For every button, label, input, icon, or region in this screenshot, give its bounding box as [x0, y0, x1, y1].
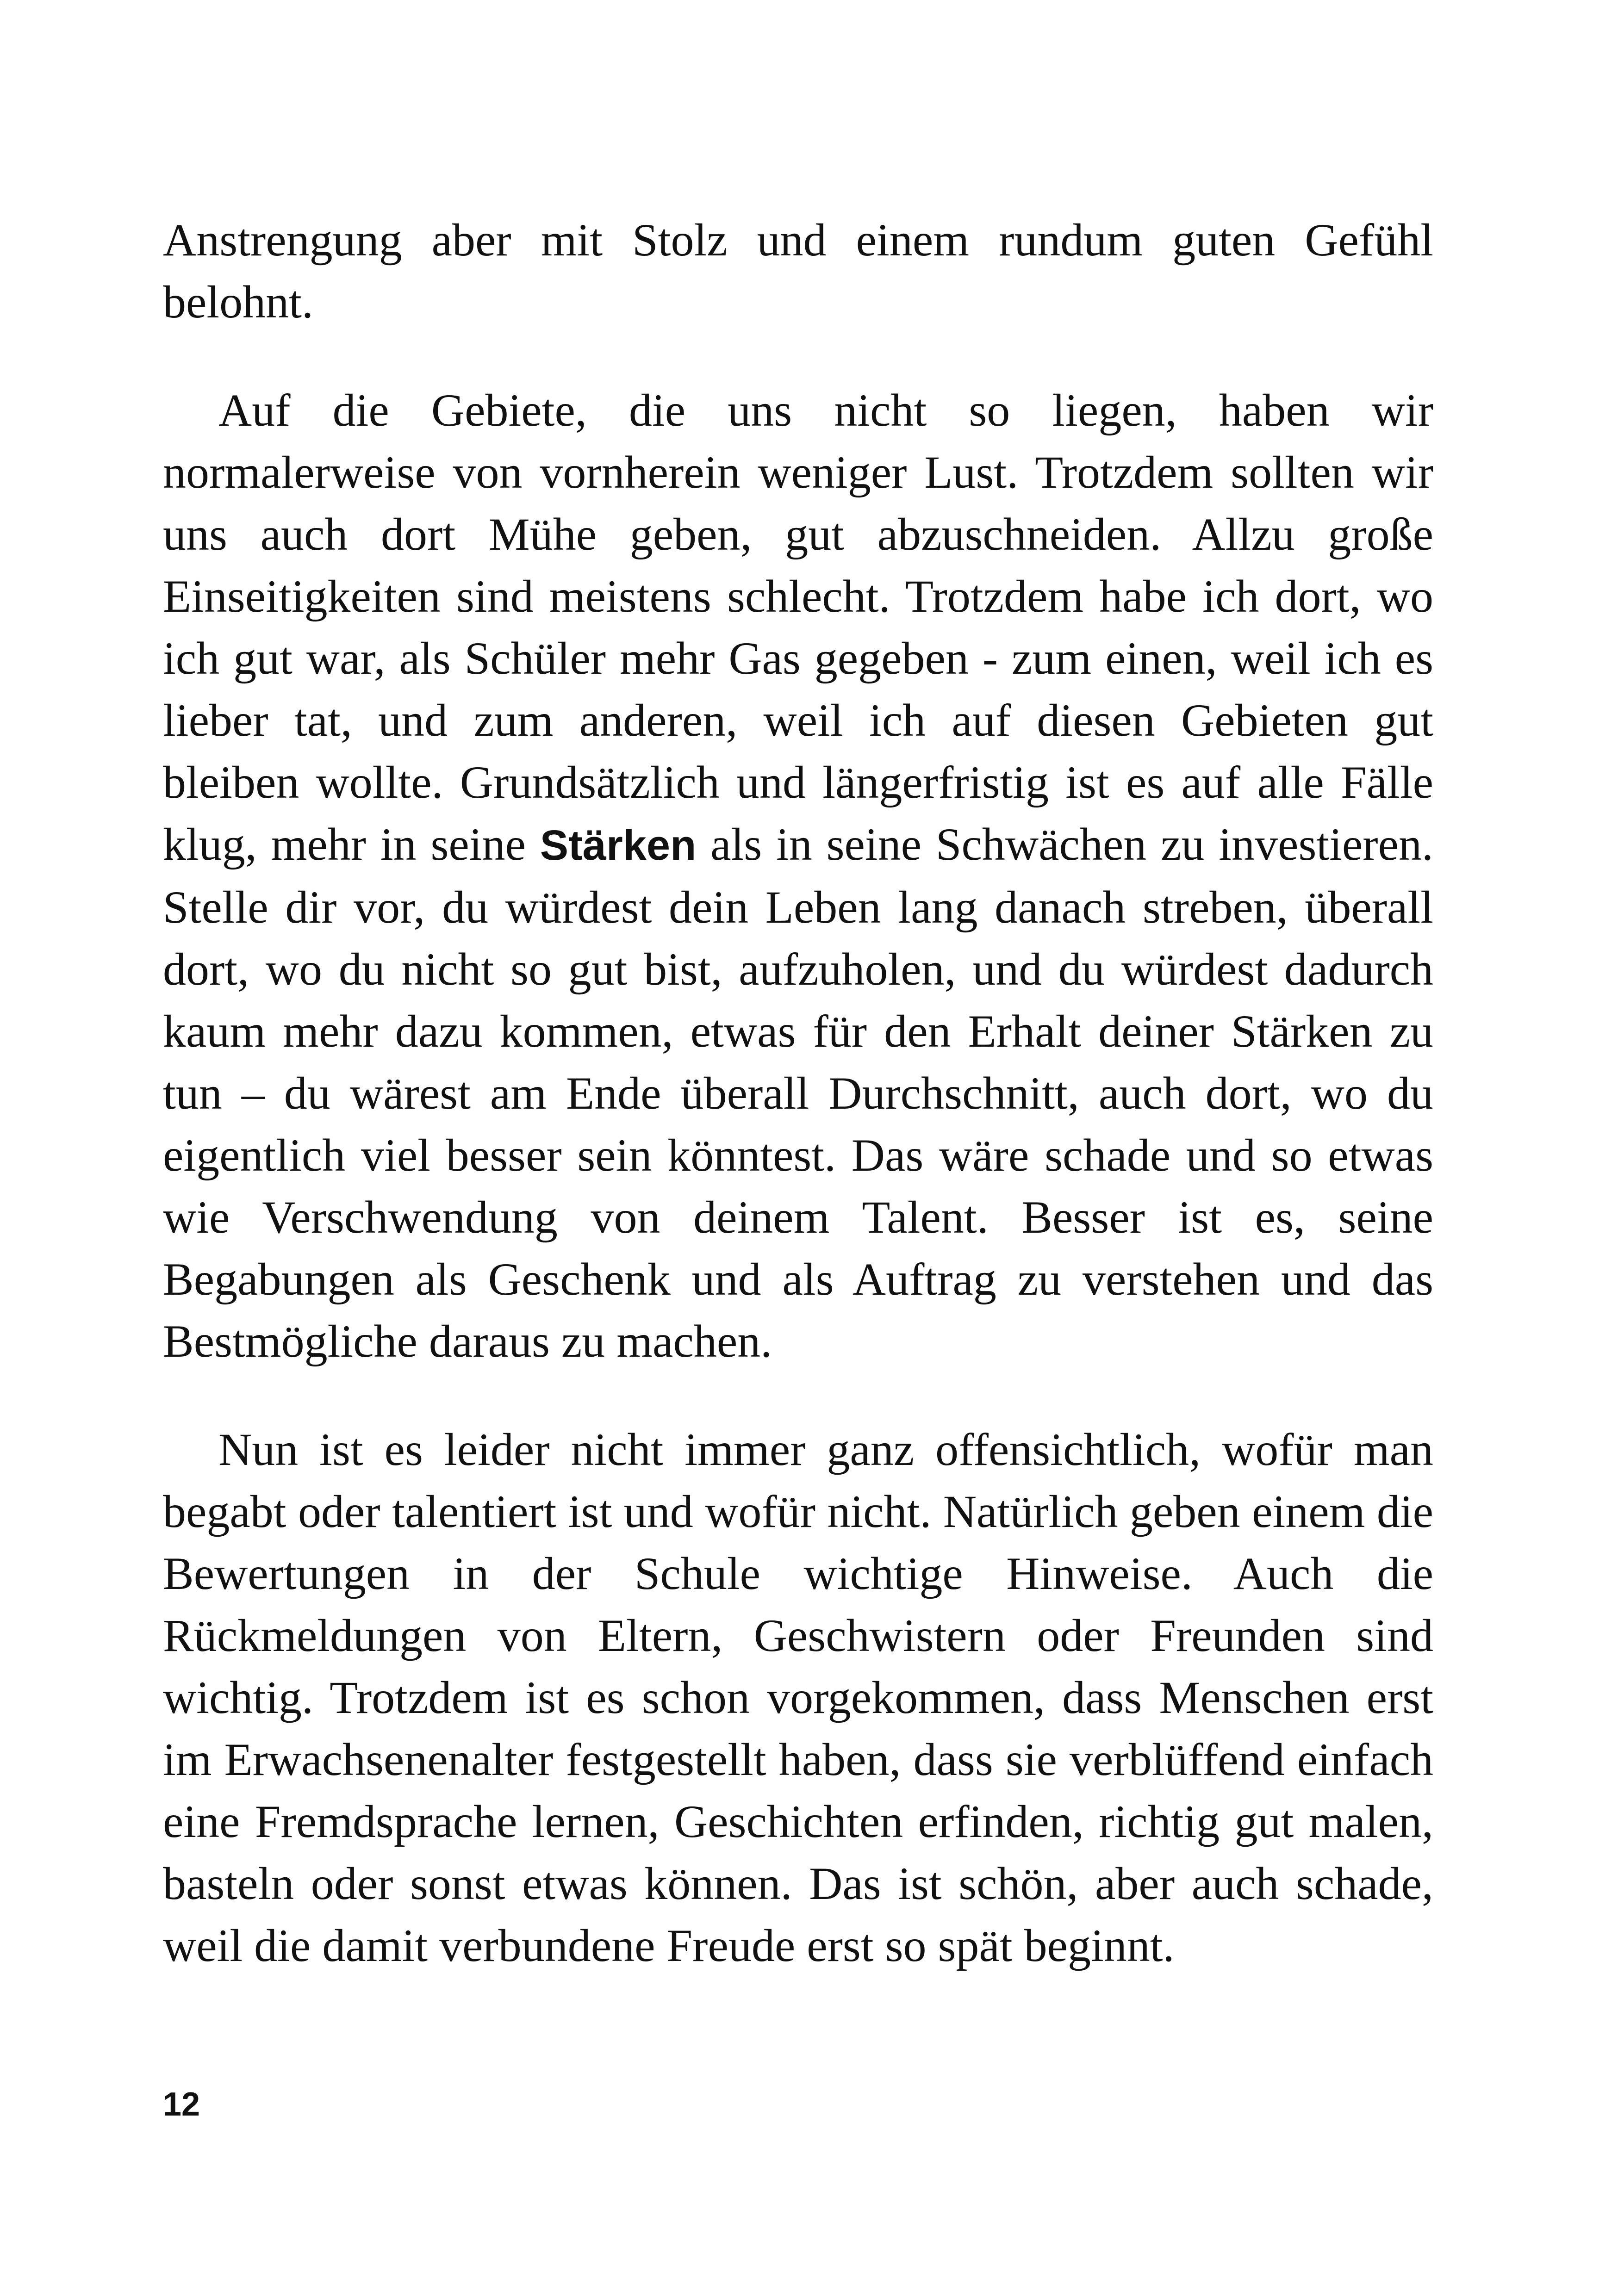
- paragraph-2-text-after: als in seine Schwächen zu investieren. Stelle dir vor, du würdest dein Leben lang danach streben, überall dort, wo du nicht so gut bist, aufzuholen, und du würdest dadurch kaum mehr dazu kommen, etwas für den Erhalt deiner Stärken zu tun – du wärest am Ende überall Durchschnitt, auch dort, wo du eigentlich viel besser sein könntest. Das wäre schade und so etwas wie Verschwendung von deinem Talent. Besser ist es, seine Begabungen als Geschenk und als Auftrag zu verstehen und das Bestmögliche daraus zu machen.: [163, 819, 1433, 1367]
- paragraph-3: [163, 1419, 1433, 1977]
- paragraph-2-text-before: Auf die Gebiete, die uns nicht so liegen, haben wir normalerweise von vornherein weniger Lust. Trotzdem sollten wir uns auch dort Mühe geben, gut abzuschneiden. Allzu große Einseitigkeiten sind meistens schlecht. Trotzdem habe ich dort, wo ich gut war, als Schüler mehr Gas gegeben - zum einen, weil ich es lieber tat, und zum anderen, weil ich auf diesen Gebieten gut bleiben wollte. Grundsätzlich und längerfristig ist es auf alle Fälle klug, mehr in seine: [163, 385, 1433, 870]
- paragraph-2: [163, 379, 1433, 1372]
- body-text: [163, 209, 1433, 1977]
- emphasis-strengths: Stärken: [540, 822, 697, 869]
- paragraph-1-text: Anstrengung aber mit Stolz und einem rundum guten Gefühl belohnt.: [163, 214, 1433, 328]
- paragraph-1: [163, 209, 1433, 333]
- page-number: 12: [163, 2086, 200, 2123]
- paragraph-3-text: Nun ist es leider nicht immer ganz offensichtlich, wofür man begabt oder talentiert ist und wofür nicht. Natürlich geben einem die Bewertungen in der Schule wichtige Hinweise. Auch die Rückmeldungen von Eltern, Geschwistern oder Freunden sind wichtig. Trotzdem ist es schon vorgekommen, dass Menschen erst im Erwachsenenalter festgestellt haben, dass sie verblüffend einfach eine Fremdsprache lernen, Geschichten erfinden, richtig gut malen, basteln oder sonst etwas können. Das ist schön, aber auch schade, weil die damit verbundene Freude erst so spät beginnt.: [163, 1424, 1433, 1971]
